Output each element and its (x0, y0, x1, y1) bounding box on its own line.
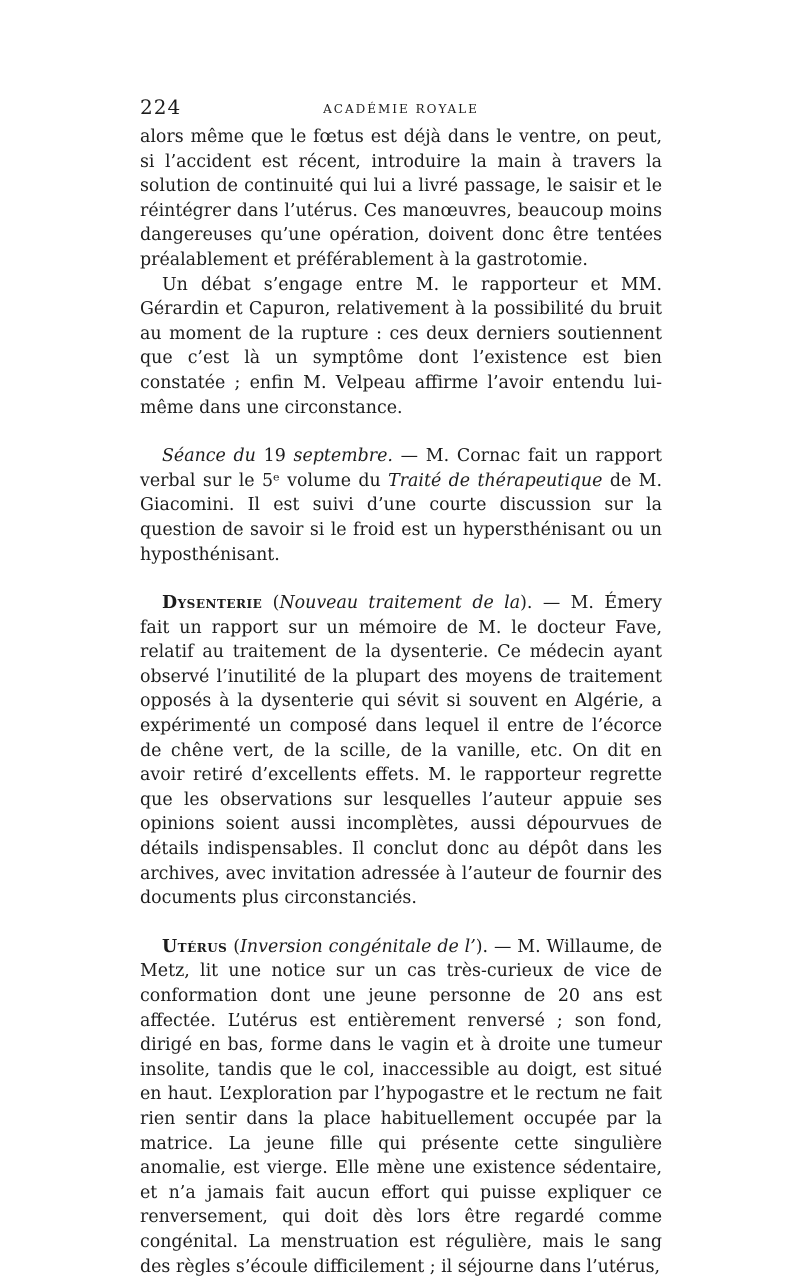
paragraph-seance (140, 444, 662, 567)
section-heading-dysenterie: Dysenterie (162, 593, 263, 614)
dysenterie-open-paren: ( (262, 593, 280, 614)
book-page (140, 95, 662, 1279)
uterus-open-paren: ( (227, 936, 241, 957)
seance-text-b: de M. Giacomini. Il est suivi d’une courte discussion sur la question de savoir si le froid est un hypersthénisant ou un hyposthénisant. (140, 470, 662, 565)
seance-text-a: — M. Cornac fait un rapport verbal sur le 5ᵉ volume du (140, 446, 662, 491)
section-heading-uterus: Utérus (162, 936, 228, 957)
dysenterie-close-paren: ). (520, 593, 543, 614)
dysenterie-body: — M. Émery fait un rapport sur un mémoire de M. le docteur Fave, relatif au traitement de la dysenterie. Ce médecin ayant observé l’inutilité de la plupart des moyens de traitement opposés à la dysenterie qui sévit si souvent en Algérie, a expérimenté un composé dans lequel il entre de l’écorce de chêne vert, de la scille, de la vanille, etc. On dit en avoir retiré d’excellents effets. M. le rapporteur regrette que les observations sur lesquelles l’auteur appuie ses opinions soient aussi incomplètes, aussi dépourvues de détails indispensables. Il conclut donc au dépôt dans les archives, avec invitation adressée à l’auteur de fournir des documents plus circonstanciés. (140, 593, 662, 909)
uterus-body: — M. Willaume, de Metz, lit une notice sur un cas très-curieux de vice de conformation dont une jeune personne de 20 ans est affectée. L’utérus est entièrement renversé ; son fond, dirigé en bas, forme dans le vagin et à droite une tumeur insolite, tandis que le col, inaccessible au doigt, est situé en haut. L’exploration par l’hypogastre et le rectum ne fait rien sentir dans la place habituellement occupée par la matrice. La jeune fille qui présente cette singulière anomalie, est vierge. Elle mène une existence sédentaire, et n’a jamais fait aucun effort qui puisse expliquer ce renversement, qui doit dès lors être regardé comme congénital. La menstruation est régulière, mais le sang des règles s’écoule difficilement ; il séjourne dans l’utérus, (140, 936, 663, 1277)
spacer (140, 567, 662, 591)
paragraph-dysenterie (140, 591, 662, 911)
spacer (140, 911, 662, 935)
paragraph-debate: Un débat s’engage entre M. le rapporteur et MM. Gérardin et Capuron, relativement à la possibilité du bruit au moment de la rupture : ces deux derniers soutiennent que c’est là un symptôme dont l’existence est bien constatée ; enfin M. Velpeau affirme l’avoir entendu lui-même dans une circonstance. (140, 274, 662, 418)
seance-month: septembre. (293, 446, 393, 467)
seance-day: 19 (263, 446, 286, 467)
dysenterie-subtitle: Nouveau traitement de la (279, 593, 521, 614)
page-number: 224 (140, 95, 182, 119)
paragraph-uterus (140, 935, 662, 1279)
running-head: ACADÉMIE ROYALE (323, 102, 479, 116)
uterus-subtitle: Inversion congénitale de l’ (240, 936, 476, 957)
seance-work-title: Traité de thérapeutique (388, 470, 603, 491)
spacer (140, 420, 662, 444)
seance-label: Séance du (162, 446, 256, 467)
page-header (140, 95, 662, 125)
paragraph-continuation: alors même que le fœtus est déjà dans le ventre, on peut, si l’accident est récent, introduire la main à travers la solution de continuité qui lui a livré passage, le saisir et le réintégrer dans l’utérus. Ces manœuvres, beaucoup moins dangereuses qu’une opération, doivent donc être tentées préalablement et préférablement à la gastrotomie. (140, 127, 662, 270)
uterus-close-paren: ). (475, 936, 494, 957)
